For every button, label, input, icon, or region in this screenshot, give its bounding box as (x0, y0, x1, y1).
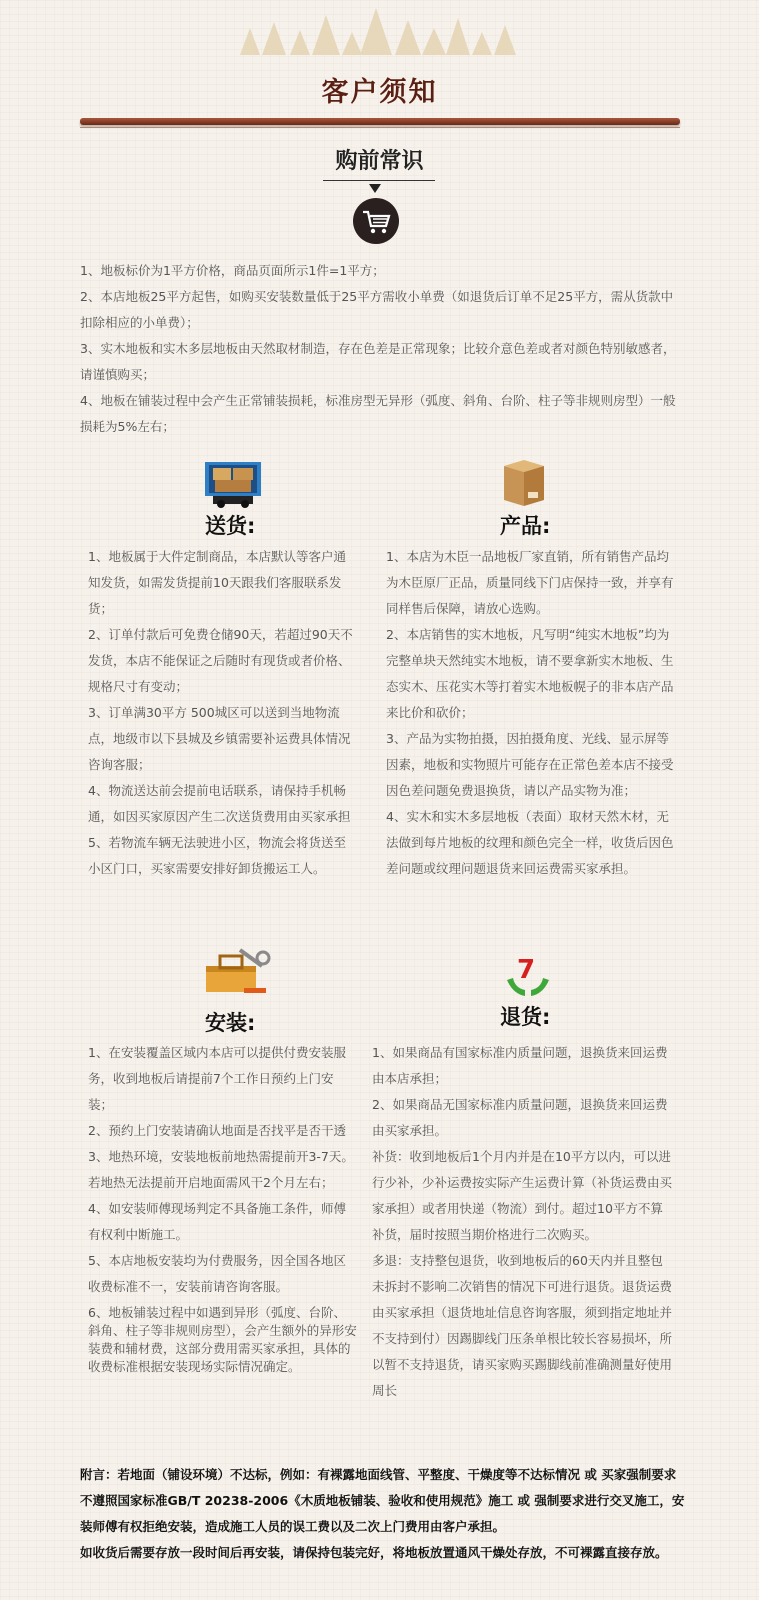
list-item: 多退：支持整包退货，收到地板后的60天内并且整包未拆封不影响二次销售的情况下可进行退货。退货运费由买家承担（退货地址信息咨询客服，须到指定地址并不支持到付）因踢脚线门压条单根比较长容易损坏，所以暂不支持退货，请买家购买踢脚线前准确测量好使用周长 (372, 1253, 673, 1398)
list-item: 4、如安装师傅现场判定不具备施工条件，师傅有权利中断施工。 (88, 1201, 346, 1242)
delivery-list (88, 544, 358, 882)
list-item: 1、地板标价为1平方价格，商品页面所示1件=1平方； (80, 263, 385, 278)
tree-decoration (0, 0, 759, 60)
product-list (386, 544, 676, 882)
postscript-note (80, 1462, 685, 1566)
section-underline (323, 180, 435, 181)
list-item: 2、订单付款后可免费仓储90天，若超过90天不发货，本店不能保证之后随时有现货或者价格、规格尺寸有变动； (88, 627, 353, 694)
list-item: 2、本店销售的实木地板，凡写明“纯实木地板”均为完整单块天然纯实木地板，请不要拿新实木地板、生态实木、压花实木等打着实木地板幌子的非本店产品来比价和砍价； (386, 627, 674, 720)
list-item: 1、如果商品有国家标准内质量问题，退换货来回运费由本店承担； (372, 1045, 668, 1086)
down-arrow-icon (369, 184, 381, 193)
note-paragraph: 附言：若地面（铺设环境）不达标，例如：有裸露地面线管、平整度、干燥度等不达标情况 或 买家强制要求不遵照国家标准GB/T 20238-2006《木质地板铺装、验收和使用规范》施工 或 强制要求进行交叉施工，安装师傅有权拒绝安装，造成施工人员的误工费以及二次上门费用由客户承担。 (80, 1467, 685, 1534)
list-item: 5、本店地板安装均为付费服务，因全国各地区收费标准不一，安装前请咨询客服。 (88, 1253, 346, 1294)
install-heading: 安装: (205, 1011, 256, 1035)
list-item: 3、实木地板和实木多层地板由天然取材制造，存在色差是正常现象；比较介意色差或者对颜色特别敏感者，请谨慎购买； (80, 341, 676, 382)
list-item: 1、地板属于大件定制商品，本店默认等客户通知发货，如需发货提前10天跟我们客服联系发货； (88, 549, 346, 616)
intro-list (80, 258, 680, 440)
svg-text:7: 7 (517, 955, 536, 985)
list-item: 4、地板在铺装过程中会产生正常铺装损耗，标准房型无异形（弧度、斜角、台阶、柱子等非规则房型）一般损耗为5%左右； (80, 393, 676, 434)
delivery-truck-icon (203, 460, 263, 512)
list-item: 2、预约上门安装请确认地面是否找平是否干透 (88, 1123, 346, 1138)
delivery-heading: 送货: (205, 514, 256, 538)
install-list (88, 1040, 358, 1376)
returns-heading: 退货: (500, 1005, 551, 1029)
list-item: 4、实木和实木多层地板（表面）取材天然木材，无法做到每片地板的纹理和颜色完全一样，收货后因色差问题或纹理问题退货来回运费需买家承担。 (386, 809, 674, 876)
page-title: 客户须知 (321, 77, 438, 108)
seven-day-return-icon (503, 950, 553, 1004)
toolbox-icon (200, 944, 272, 1004)
product-heading: 产品: (500, 514, 551, 538)
list-item: 6、地板铺装过程中如遇到异形（弧度、台阶、斜角、柱子等非规则房型），会产生额外的异形安装费和辅材费，这部分费用需买家承担，具体的收费标准根据安装现场实际情况确定。 (88, 1305, 357, 1374)
section-title: 购前常识 (335, 149, 424, 174)
list-item: 5、若物流车辆无法驶进小区，物流会将货送至小区门口，买家需要安排好卸货搬运工人。 (88, 835, 346, 876)
list-item: 1、本店为木臣一品地板厂家直销，所有销售产品均为木臣原厂正品，质量同线下门店保持一致，并享有同样售后保障，请放心选购。 (386, 549, 674, 616)
list-item: 3、产品为实物拍摄，因拍摄角度、光线、显示屏等因素，地板和实物照片可能存在正常色差本店不接受因色差问题免费退换货，请以产品实物为准； (386, 731, 674, 798)
title-divider (80, 118, 680, 125)
list-item: 4、物流送达前会提前电话联系，请保持手机畅通，如因买家原因产生二次送货费用由买家承担 (88, 783, 351, 824)
shopping-cart-icon (353, 198, 399, 244)
list-item: 2、如果商品无国家标准内质量问题，退换货来回运费由买家承担。 (372, 1097, 668, 1138)
list-item: 补货：收到地板后1个月内并是在10平方以内，可以进行少补，少补运费按实际产生运费计算（补货运费由买家承担）或者用快递（物流）到付。超过10平方不算补货，届时按照当期价格进行二次购买。 (372, 1149, 673, 1242)
list-item: 3、订单满30平方 500城区可以送到当地物流点，地级市以下县城及乡镇需要补运费具体情况咨询客服； (88, 705, 351, 772)
list-item: 2、本店地板25平方起售，如购买安装数量低于25平方需收小单费（如退货后订单不足25平方，需从货款中扣除相应的小单费）； (80, 289, 674, 330)
list-item: 1、在安装覆盖区域内本店可以提供付费安装服务，收到地板后请提前7个工作日预约上门安装； (88, 1045, 346, 1112)
note-paragraph: 如收货后需要存放一段时间后再安装，请保持包装完好，将地板放置通风干燥处存放，不可裸露直接存放。 (80, 1545, 668, 1560)
cardboard-box-icon (500, 458, 548, 512)
list-item: 3、地热环境，安装地板前地热需提前开3-7天。若地热无法提前开启地面需风干2个月左右； (88, 1149, 354, 1190)
returns-list (372, 1040, 672, 1404)
